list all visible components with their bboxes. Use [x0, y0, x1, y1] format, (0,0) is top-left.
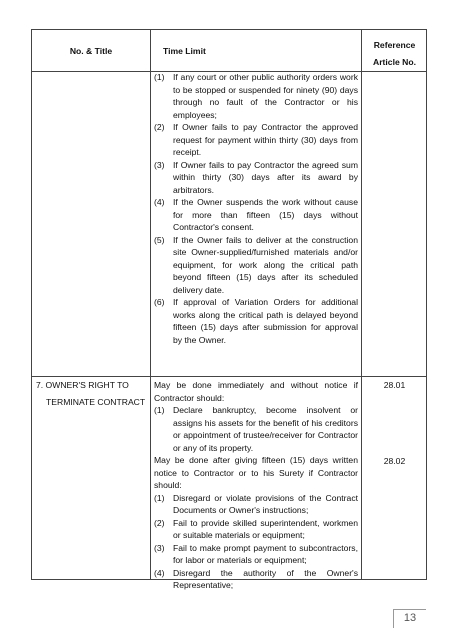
list-item: (4) If the Owner suspends the work without cause for more than fifteen (15) days without Contractor's consent. [154, 197, 358, 232]
list-item: (4) Disregard the authority of the Owner's Representative; [154, 567, 358, 590]
list-item: (2) Fail to provide skilled superintendent, workmen or suitable materials or equipment; [154, 517, 358, 540]
row-title [36, 379, 148, 408]
row-divider [32, 376, 426, 377]
requirements-table [31, 29, 427, 590]
termination-time-limit [154, 379, 358, 592]
continuation-time-limit [154, 71, 358, 346]
paragraph: May be done immediately and without notice if Contractor should: [154, 380, 358, 403]
list-item: (5) If the Owner fails to deliver at the construction site Owner-supplied/furnished materials and/or equipment, for work along the critical path beyond fifteen (15) days after its scheduled delivery date. [154, 234, 358, 295]
header-no-title: No. & Title [69, 46, 113, 56]
list-item: (2) If Owner fails to pay Contractor the approved request for payment within thirty (30) days from receipt. [154, 122, 358, 157]
reference-article: 28.02 [383, 456, 406, 466]
list-item: (6) If approval of Variation Orders for additional works along the critical path is delayed beyond fifteen (15) days after submission for approval by the Owner. [154, 297, 358, 345]
list-item: (3) Fail to make prompt payment to subcontractors, for labor or materials or equipment; [154, 542, 358, 565]
list-item: (1) If any court or other public authority orders work to be stopped or suspended for ninety (90) days through no fault of the Contractor or his employees; [154, 72, 358, 120]
reference-article: 28.01 [383, 380, 406, 390]
header-reference [361, 39, 428, 68]
paragraph: May be done after giving fifteen (15) days written notice to Contractor or to his Surety if Contractor should: [154, 455, 358, 490]
column-divider [361, 30, 362, 579]
list-item: (1) Declare bankruptcy, become insolvent or assigns his assets for the benefit of his creditors or appointment of trustee/receiver for Contractor or any of its property. [154, 405, 358, 453]
column-divider [150, 30, 151, 579]
header-reference-line2: Article No. [373, 56, 416, 67]
header-time-limit: Time Limit [163, 46, 206, 56]
header-reference-line1: Reference [373, 40, 416, 50]
page-number: 13 [403, 612, 417, 624]
list-item: (1) Disregard or violate provisions of the Contract Documents or Owner's instructions; [154, 492, 358, 515]
row-title-line1: 7. OWNER'S RIGHT TO [36, 380, 129, 390]
list-item: (3) If Owner fails to pay Contractor the agreed sum within thirty (30) days after its award by arbitrators. [154, 159, 358, 195]
row-title-line2: TERMINATE CONTRACT [46, 396, 146, 407]
